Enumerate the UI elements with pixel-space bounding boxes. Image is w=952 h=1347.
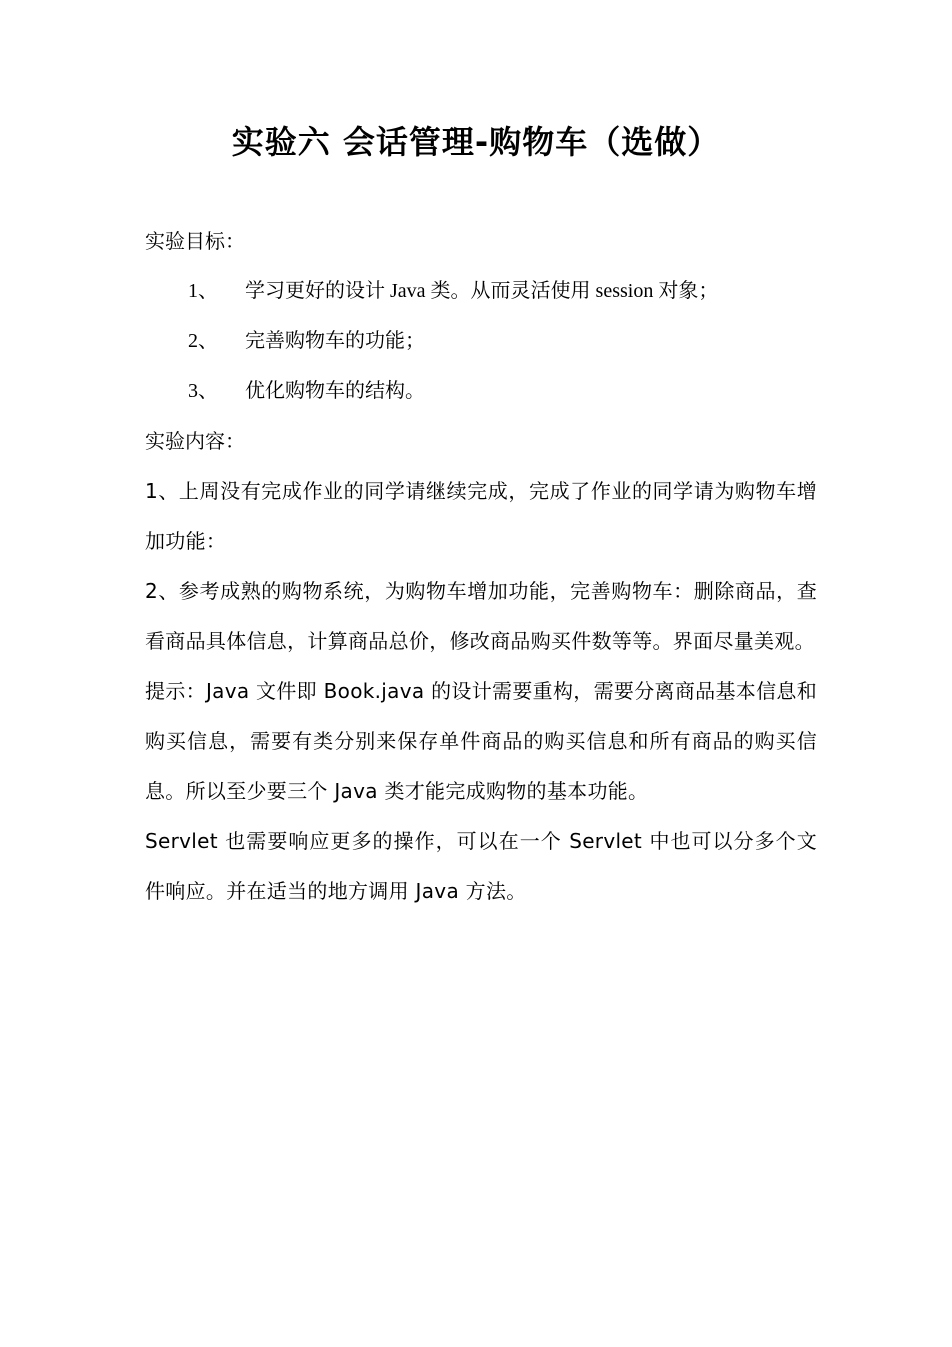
goal-item	[145, 366, 817, 416]
content-paragraph: 2、参考成熟的购物系统，为购物车增加功能，完善购物车：删除商品，查看商品具体信息，计算商品总价，修改商品购买件数等等。界面尽量美观。	[145, 579, 817, 653]
goal-text: 学习更好的设计 Java 类。从而灵活使用 session 对象；	[245, 280, 719, 302]
goal-item	[145, 266, 817, 316]
goal-number: 1、	[188, 280, 218, 302]
content-heading: 实验内容：	[145, 429, 245, 453]
document-body	[145, 216, 817, 916]
goals-list	[145, 266, 817, 416]
hint-paragraph: 提示：Java 文件即 Book.java 的设计需要重构，需要分离商品基本信息和购买信息，需要有类分别来保存单件商品的购买信息和所有商品的购买信息。所以至少要三个 Java 类才能完成购物的基本功能。	[145, 679, 817, 803]
servlet-paragraph: Servlet 也需要响应更多的操作，可以在一个 Servlet 中也可以分多个文件响应。并在适当的地方调用 Java 方法。	[145, 829, 817, 903]
goal-number: 3、	[188, 380, 218, 402]
content-paragraph: 1、上周没有完成作业的同学请继续完成，完成了作业的同学请为购物车增加功能：	[145, 479, 817, 553]
goal-text: 完善购物车的功能；	[245, 330, 425, 352]
goal-item	[145, 316, 817, 366]
goal-text: 优化购物车的结构。	[245, 380, 425, 402]
goal-number: 2、	[188, 330, 218, 352]
goals-heading: 实验目标：	[145, 229, 245, 253]
page-title: 实验六 会话管理-购物车（选做）	[231, 123, 721, 161]
